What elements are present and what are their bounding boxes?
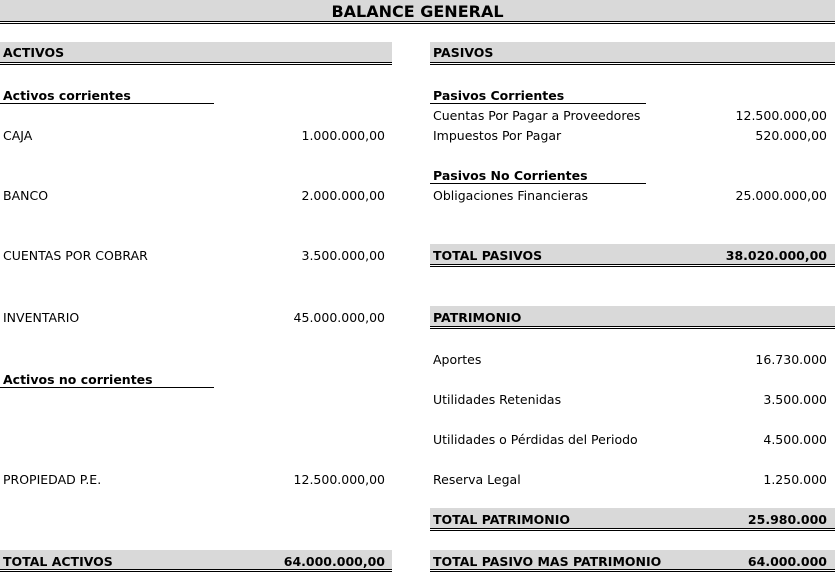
pasivos-no-corrientes-label: Pasivos No Corrientes: [433, 168, 588, 183]
patrimonio-label-aportes: Aportes: [433, 352, 482, 367]
patrimonio-value-aportes: 16.730.000: [755, 352, 827, 367]
activo-value-inventario: 45.000.000,00: [293, 310, 385, 325]
activo-label-caja: CAJA: [3, 128, 33, 143]
title-underline: [0, 21, 835, 24]
grand-total-value: 64.000.000: [747, 554, 827, 569]
total-activos-value: 64.000.000,00: [283, 554, 385, 569]
pasivo-value-cuentas-por-pagar: 12.500.000,00: [735, 108, 827, 123]
patrimonio-value-reserva-legal: 1.250.000: [763, 472, 827, 487]
patrimonio-label-reserva-legal: Reserva Legal: [433, 472, 521, 487]
pasivos-corrientes-label: Pasivos Corrientes: [433, 88, 565, 103]
pasivo-label-obligaciones: Obligaciones Financieras: [433, 188, 589, 203]
activo-value-banco: 2.000.000,00: [301, 188, 385, 203]
patrimonio-label-utilidades-periodo: Utilidades o Pérdidas del Periodo: [433, 432, 638, 447]
activo-label-banco: BANCO: [3, 188, 49, 203]
patrimonio-value-utilidades-retenidas: 3.500.000: [763, 392, 827, 407]
total-pasivos-value: 38.020.000,00: [725, 248, 827, 263]
pasivo-label-impuestos: Impuestos Por Pagar: [433, 128, 562, 143]
total-patrimonio-value: 25.980.000: [747, 512, 827, 527]
patrimonio-header-underline: [430, 326, 835, 329]
activo-label-cuentas-por-cobrar: CUENTAS POR COBRAR: [3, 248, 148, 263]
activo-value-cuentas-por-cobrar: 3.500.000,00: [301, 248, 385, 263]
patrimonio-value-utilidades-periodo: 4.500.000: [763, 432, 827, 447]
total-pasivos-label: TOTAL PASIVOS: [433, 248, 543, 263]
activo-value-caja: 1.000.000,00: [301, 128, 385, 143]
activo-label-propiedad: PROPIEDAD P.E.: [3, 472, 102, 487]
patrimonio-header: PATRIMONIO: [433, 310, 522, 325]
pasivos-corrientes-underline: [430, 103, 646, 104]
activos-header: ACTIVOS: [3, 45, 65, 60]
pasivo-value-impuestos: 520.000,00: [755, 128, 827, 143]
total-patrimonio-underline: [430, 528, 835, 531]
total-pasivos-underline: [430, 264, 835, 267]
activos-no-corrientes-label: Activos no corrientes: [3, 372, 153, 387]
pasivos-header: PASIVOS: [433, 45, 494, 60]
pasivo-value-obligaciones: 25.000.000,00: [735, 188, 827, 203]
grand-total-label: TOTAL PASIVO MAS PATRIMONIO: [433, 554, 662, 569]
patrimonio-label-utilidades-retenidas: Utilidades Retenidas: [433, 392, 562, 407]
activos-corrientes-underline: [0, 103, 214, 104]
total-patrimonio-label: TOTAL PATRIMONIO: [433, 512, 571, 527]
activo-value-propiedad: 12.500.000,00: [293, 472, 385, 487]
pasivos-header-underline: [430, 62, 835, 65]
activo-label-inventario: INVENTARIO: [3, 310, 80, 325]
total-activos-label: TOTAL ACTIVOS: [3, 554, 113, 569]
activos-header-underline: [0, 62, 392, 65]
page-title: BALANCE GENERAL: [0, 0, 835, 21]
activos-corrientes-label: Activos corrientes: [3, 88, 131, 103]
pasivo-label-cuentas-por-pagar: Cuentas Por Pagar a Proveedores: [433, 108, 641, 123]
activos-no-corrientes-underline: [0, 387, 214, 388]
pasivos-no-corrientes-underline: [430, 183, 646, 184]
